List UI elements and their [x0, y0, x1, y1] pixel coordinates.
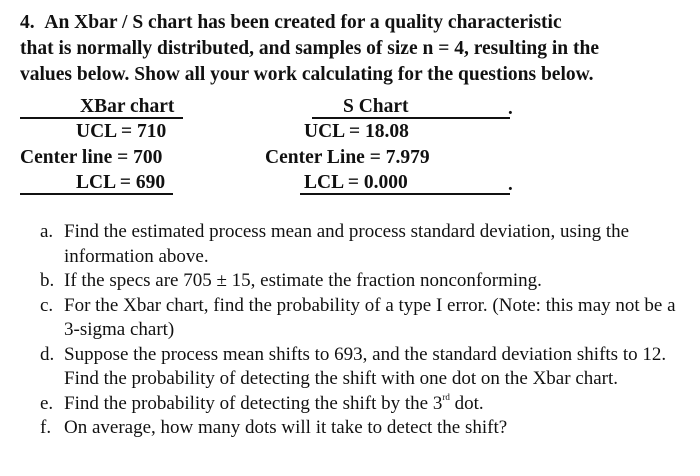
problem-number: 4.: [20, 12, 35, 33]
question-b: [40, 269, 680, 294]
question-c: [40, 294, 680, 343]
question-text: For the Xbar chart, find the probability of a type I error. (Note: this may not be a 3-sigma chart): [64, 294, 676, 340]
s-lcl: LCL = 0.000: [304, 172, 408, 193]
s-chart-title: S Chart: [343, 96, 409, 117]
question-list: [40, 220, 680, 441]
question-label: e.: [40, 392, 54, 414]
question-text-end: dot.: [449, 392, 484, 414]
control-limits-table: [0, 92, 700, 202]
s-lcl-underline: [300, 193, 510, 195]
s-lcl-dot: .: [508, 174, 513, 195]
question-text: Suppose the process mean shifts to 693, and the standard deviation shifts to 12. Find the probability of detecting the shift with one dot on the Xbar chart.: [64, 343, 667, 389]
question-a: [40, 220, 680, 269]
question-e: [40, 392, 680, 417]
question-label: c.: [40, 294, 54, 316]
question-text-start: Find the probability of detecting the shift by the 3: [64, 392, 443, 414]
question-label: f.: [40, 417, 52, 438]
question-text: [64, 392, 680, 417]
s-ucl: UCL = 18.08: [304, 121, 409, 142]
question-text: On average, how many dots will it take to detect the shift?: [64, 417, 508, 438]
xbar-ucl: UCL = 710: [76, 121, 167, 142]
s-title-underline: [312, 117, 510, 119]
question-label: a.: [40, 221, 54, 242]
xbar-lcl: LCL = 690: [76, 172, 166, 193]
ordinal-suffix: rd: [442, 391, 450, 402]
s-title-dot: .: [508, 98, 513, 119]
intro-line-1: [20, 10, 690, 36]
xbar-chart-title: XBar chart: [80, 96, 175, 117]
question-label: b.: [40, 270, 55, 291]
question-d: [40, 343, 680, 392]
xbar-title-underline: [20, 117, 183, 119]
question-text: If the specs are 705 ± 15, estimate the fraction nonconforming.: [64, 270, 542, 291]
question-label: d.: [40, 343, 55, 365]
intro-line-2: that is normally distributed, and samples of size n = 4, resulting in the: [20, 38, 600, 59]
xbar-lcl-underline: [20, 193, 173, 195]
intro-line-3: values below. Show all your work calculating for the questions below.: [20, 64, 594, 85]
s-center-line: Center Line = 7.979: [265, 147, 430, 168]
intro-text-1: An Xbar / S chart has been created for a quality characteristic: [44, 12, 562, 33]
problem-statement: [20, 10, 690, 88]
xbar-center-line: Center line = 700: [20, 147, 163, 168]
question-text: Find the estimated process mean and process standard deviation, using the information above.: [64, 221, 630, 267]
question-f: [40, 416, 680, 441]
